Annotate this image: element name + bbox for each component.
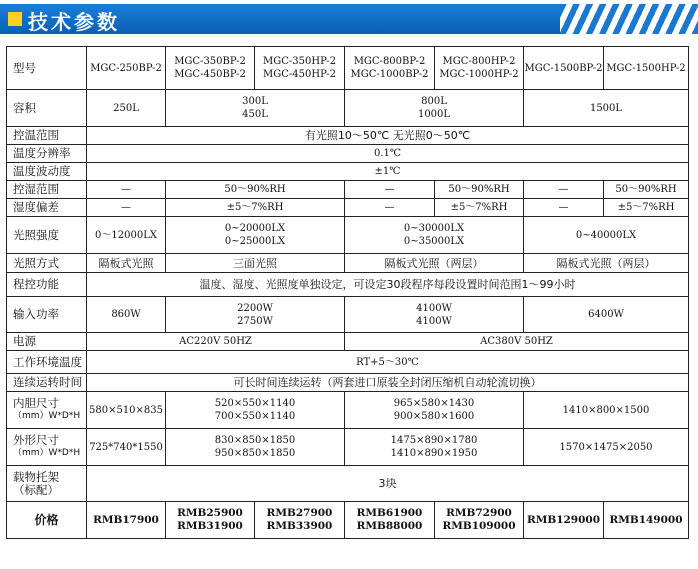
- value-cell: 3块: [87, 466, 689, 502]
- table-row: [7, 429, 689, 466]
- value-cell: 0~40000LX: [524, 217, 689, 254]
- price-cell: RMB149000: [604, 502, 689, 539]
- model-cell: MGC-350BP-2 MGC-450BP-2: [166, 47, 255, 90]
- model-cell: MGC-800HP-2 MGC-1000HP-2: [435, 47, 524, 90]
- value-cell: AC380V 50HZ: [345, 333, 689, 351]
- value-cell: —: [524, 181, 604, 199]
- value-cell: 隔板式光照（两层）: [345, 254, 524, 273]
- value-cell: 隔板式光照（两层）: [524, 254, 689, 273]
- table-row: [7, 199, 689, 217]
- table-row: [7, 333, 689, 351]
- row-label: 温度波动度: [7, 163, 87, 181]
- value-cell: 0~30000LX 0~35000LX: [345, 217, 524, 254]
- row-label: 内胆尺寸 （mm）W*D*H: [7, 392, 87, 429]
- value-cell: 0.1℃: [87, 145, 689, 163]
- row-label: 程控功能: [7, 273, 87, 297]
- value-cell: —: [87, 181, 166, 199]
- table-row: [7, 127, 689, 145]
- price-cell: RMB61900 RMB88000: [345, 502, 435, 539]
- value-cell: —: [87, 199, 166, 217]
- table-row: [7, 273, 689, 297]
- value-cell: 4100W 4100W: [345, 297, 524, 333]
- row-label: 湿度偏差: [7, 199, 87, 217]
- table-row: [7, 254, 689, 273]
- value-cell: ±5～7%RH: [166, 199, 345, 217]
- value-cell: —: [345, 181, 435, 199]
- table-row: [7, 47, 689, 90]
- value-cell: 860W: [87, 297, 166, 333]
- table-row: [7, 163, 689, 181]
- model-cell: MGC-250BP-2: [87, 47, 166, 90]
- value-cell: 520×550×1140 700×550×1140: [166, 392, 345, 429]
- value-cell: —: [345, 199, 435, 217]
- value-cell: AC220V 50HZ: [87, 333, 345, 351]
- value-cell: 可长时间连续运转（两套进口原装全封闭压缩机自动轮流切换）: [87, 374, 689, 392]
- row-label: 控湿范围: [7, 181, 87, 199]
- price-cell: RMB17900: [87, 502, 166, 539]
- section-banner: [0, 0, 698, 36]
- row-label: 型号: [7, 47, 87, 90]
- spec-table: [6, 46, 689, 539]
- table-row: [7, 297, 689, 333]
- value-cell: ±5～7%RH: [435, 199, 524, 217]
- value-cell: 0~20000LX 0~25000LX: [166, 217, 345, 254]
- row-label: 载物托架 （标配）: [7, 466, 87, 502]
- model-cell: MGC-1500BP-2: [524, 47, 604, 90]
- row-label: 温度分辨率: [7, 145, 87, 163]
- table-row: [7, 374, 689, 392]
- value-cell: RT+5～30℃: [87, 351, 689, 374]
- value-cell: 800L 1000L: [345, 90, 524, 127]
- value-cell: 580×510×835: [87, 392, 166, 429]
- banner-stripes: [560, 4, 698, 34]
- value-cell: 1570×1475×2050: [524, 429, 689, 466]
- row-label: 外形尺寸 （mm）W*D*H: [7, 429, 87, 466]
- row-label: 输入功率: [7, 297, 87, 333]
- bullet-square-icon: [8, 12, 22, 26]
- value-cell: ±1℃: [87, 163, 689, 181]
- row-label: 控温范围: [7, 127, 87, 145]
- model-cell: MGC-1500HP-2: [604, 47, 689, 90]
- value-cell: 有光照10～50℃ 无光照0～50℃: [87, 127, 689, 145]
- row-label: 电源: [7, 333, 87, 351]
- price-cell: RMB129000: [524, 502, 604, 539]
- value-cell: 2200W 2750W: [166, 297, 345, 333]
- table-row: [7, 90, 689, 127]
- table-row: [7, 145, 689, 163]
- price-cell: RMB27900 RMB33900: [255, 502, 345, 539]
- row-label: 连续运转时间: [7, 374, 87, 392]
- value-cell: 50～90%RH: [604, 181, 689, 199]
- value-cell: 6400W: [524, 297, 689, 333]
- value-cell: 0～12000LX: [87, 217, 166, 254]
- price-cell: RMB72900 RMB109000: [435, 502, 524, 539]
- model-cell: MGC-800BP-2 MGC-1000BP-2: [345, 47, 435, 90]
- row-label: 价格: [7, 502, 87, 539]
- table-row: [7, 217, 689, 254]
- value-cell: 965×580×1430 900×580×1600: [345, 392, 524, 429]
- value-cell: 830×850×1850 950×850×1850: [166, 429, 345, 466]
- value-cell: 300L 450L: [166, 90, 345, 127]
- value-cell: 50～90%RH: [435, 181, 524, 199]
- value-cell: ±5～7%RH: [604, 199, 689, 217]
- value-cell: 温度、湿度、光照度单独设定，可设定30段程序每段设置时间范围1～99小时: [87, 273, 689, 297]
- model-cell: MGC-350HP-2 MGC-450HP-2: [255, 47, 345, 90]
- row-label: 光照方式: [7, 254, 87, 273]
- row-label: 工作环境温度: [7, 351, 87, 374]
- section-title: 技术参数: [28, 10, 120, 34]
- value-cell: 250L: [87, 90, 166, 127]
- row-label: 容积: [7, 90, 87, 127]
- value-cell: 1500L: [524, 90, 689, 127]
- value-cell: 725*740*1550: [87, 429, 166, 466]
- table-row: [7, 181, 689, 199]
- table-row: [7, 351, 689, 374]
- row-label: 光照强度: [7, 217, 87, 254]
- value-cell: 1410×800×1500: [524, 392, 689, 429]
- value-cell: —: [524, 199, 604, 217]
- value-cell: 1475×890×1780 1410×890×1950: [345, 429, 524, 466]
- value-cell: 50～90%RH: [166, 181, 345, 199]
- value-cell: 隔板式光照: [87, 254, 166, 273]
- table-row: [7, 466, 689, 502]
- price-cell: RMB25900 RMB31900: [166, 502, 255, 539]
- table-row: [7, 502, 689, 539]
- table-row: [7, 392, 689, 429]
- value-cell: 三面光照: [166, 254, 345, 273]
